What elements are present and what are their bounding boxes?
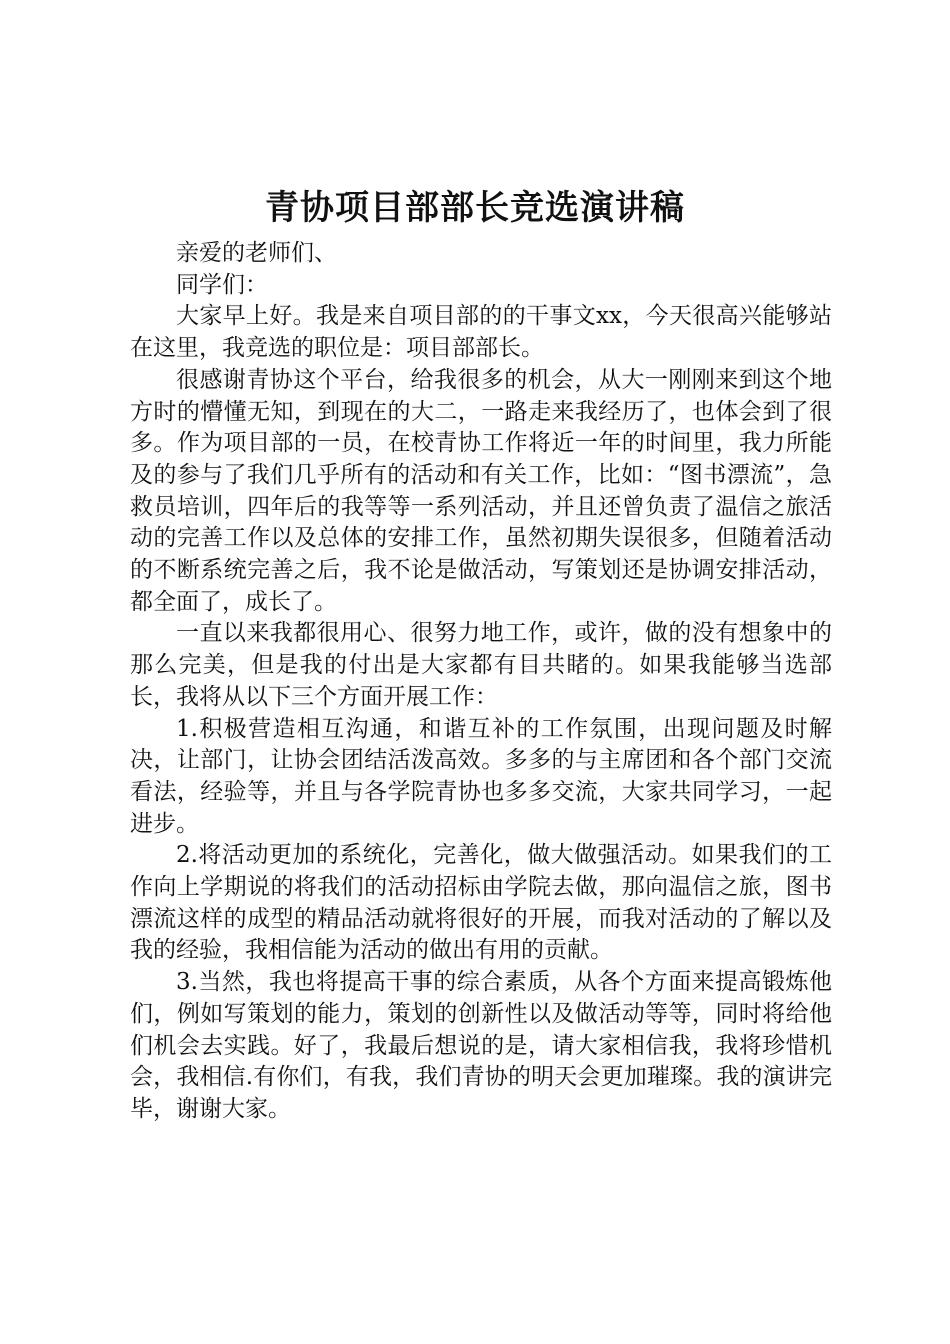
body-paragraph: 很感谢青协这个平台，给我很多的机会，从大一刚刚来到这个地方时的懵懂无知，到现在的大二，一路走来我经历了，也体会到了很多。作为项目部的一员，在校青协工作将近一年的时间里，我力所能及的参与了我们几乎所有的活动和有关工作，比如：“图书漂流”，急救员培训，四年后的我等等一系列活动，并且还曾负责了温信之旅活动的完善工作以及总体的安排工作，虽然初期失误很多，但随着活动的不断系统完善之后，我不论是做活动，写策划还是协调安排活动，都全面了，成长了。 xyxy=(130,366,832,615)
body-paragraph: 大家早上好。我是来自项目部的的干事文xx，今天很高兴能够站在这里，我竞选的职位是：项目部部长。 xyxy=(130,303,832,362)
body-paragraph: 1.积极营造相互沟通，和谐互补的工作氛围，出现问题及时解决，让部门，让协会团结活泼高效。多多的与主席团和各个部门交流看法，经验等，并且与各学院青协也多多交流，大家共同学习，一起进步。 xyxy=(130,715,832,837)
salutation-line: 亲爱的老师们、 xyxy=(176,240,337,266)
document-body xyxy=(130,238,832,1126)
document-title: 青协项目部部长竞选演讲稿 xyxy=(265,188,685,228)
salutation-line: 同学们： xyxy=(176,271,268,298)
body-paragraph: 3.当然，我也将提高干事的综合素质，从各个方面来提高锻炼他们，例如写策划的能力，策划的创新性以及做活动等等，同时将给他们机会去实践。好了，我最后想说的是，请大家相信我，我将珍惜机会，我相信.有你们，有我，我们青协的明天会更加璀璨。我的演讲完毕，谢谢大家。 xyxy=(130,969,832,1122)
body-paragraph: 2.将活动更加的系统化，完善化，做大做强活动。如果我们的工作向上学期说的将我们的活动招标由学院去做，那向温信之旅，图书漂流这样的成型的精品活动就将很好的开展，而我对活动的了解以及我的经验，我相信能为活动的做出有用的贡献。 xyxy=(130,842,832,964)
body-paragraph: 一直以来我都很用心、很努力地工作，或许，做的没有想象中的那么完美，但是我的付出是大家都有目共睹的。如果我能够当选部长，我将从以下三个方面开展工作： xyxy=(130,620,832,710)
